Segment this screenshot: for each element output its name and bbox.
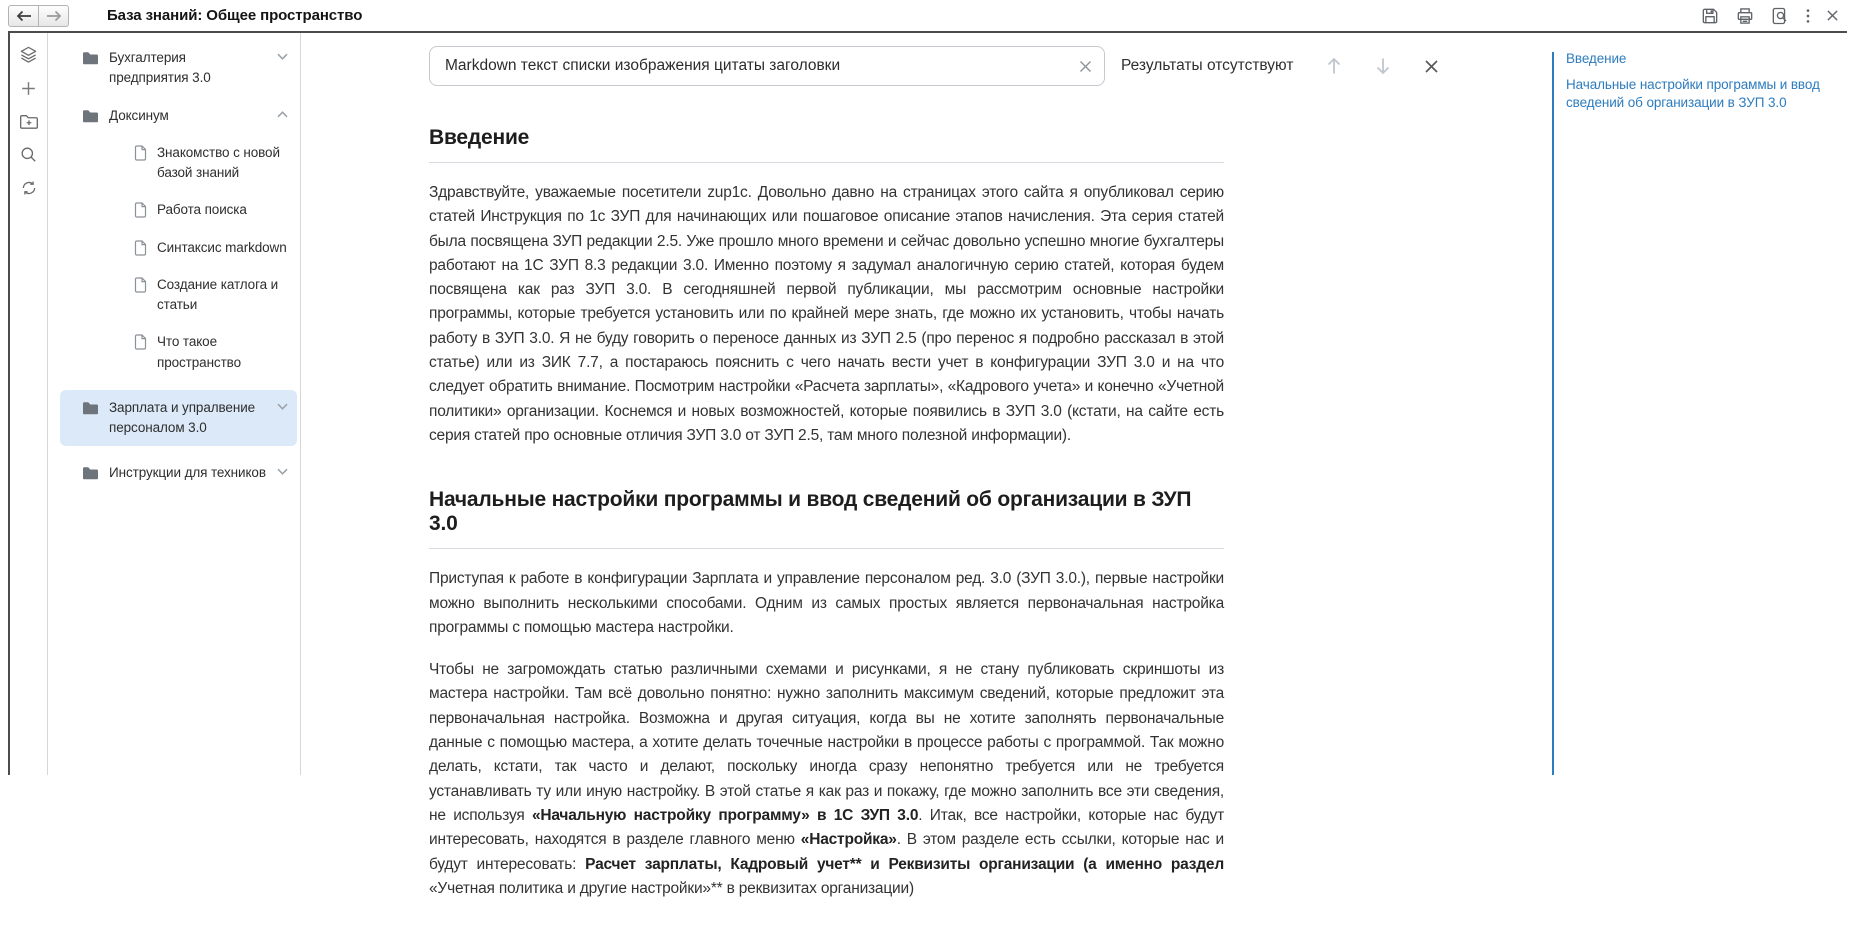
toc-panel [1552,33,1852,121]
close-icon [1424,59,1439,74]
next-result-button[interactable] [1375,57,1391,75]
sidebar-item-label: Синтаксис markdown [157,239,287,255]
sidebar-item-label: Инструкции для техников [109,465,266,481]
chevron-down-icon[interactable] [277,468,288,475]
add-button[interactable] [19,79,38,98]
spaces-button[interactable] [19,45,38,64]
document-icon [134,240,147,256]
main-panel [301,33,1552,941]
preview-button[interactable] [1770,6,1790,26]
toc-list [1566,50,1842,113]
bold-text: «Настройка» [800,831,897,849]
refresh-button[interactable] [20,179,38,197]
toc-divider [1552,52,1554,775]
rail-search-button[interactable] [19,145,38,164]
more-icon [1805,6,1811,26]
body-text: Приступая к работе в конфигурации Зарплата и управление персоналом ред. 3.0 (ЗУП 3.0.), первые настройки можно выполнить несколькими способами. Одним из самых простых является первоначальная настройка программы с помощью мастера настройки. [429,570,1224,636]
content-area [10,33,1853,941]
document-icon [134,334,147,350]
arrow-down-icon [1375,57,1391,75]
article-paragraph [429,658,1224,901]
clear-icon [1079,60,1092,73]
sidebar-folder-item[interactable] [82,48,288,89]
body-text: Здравствуйте, уважаемые посетители zup1c. Довольно давно на страницах этого сайта я опубликовал серию статей Инструкция по 1с ЗУП для начинающих или пошаговое описание этапов начисления. Эта серия статей была посвящена ЗУП редакции 2.5. Уже прошло много времени и сейчас довольно успешно многие бухгалтеры работают на 1С ЗУП 8.3 редакции 3.0. Именно поэтому я задумал аналогичную серию статей, которая будем посвящена как раз ЗУП 3.0. В сегодняшней первой публикации, мы рассмотрим основные настройки программы, которые требуется установить или по крайней мере знать, где можно их установить, чтобы начать работу в ЗУП 3.0. Я не буду говорить о переносе данных из ЗУП 2.5 (про перенос я подробно рассказал в этой статье) или из ЗИК 7.7, а постараюсь пояснить с чего начать вести учет в конфигурации ЗУП 3.0 и на что следует обратить внимание. Посмотрим настройки «Расчета зарплаты», «Кадрового учета» и конечно «Учетной политики» организации. Коснемся и новых возможностей, которые появились в ЗУП 3.0 (кстати, на сайте есть серия статей про основные отличия ЗУП 3.0 от ЗУП 2.5, там много полезной информации). [429,184,1224,444]
bold-text: «Начальную настройку программу» в 1С ЗУП 3.0 [531,806,919,824]
titlebar-actions [1700,6,1853,26]
prev-result-button[interactable] [1326,57,1342,75]
toc-link[interactable]: Начальные настройки программы и ввод сведений об организации в ЗУП 3.0 [1566,77,1820,111]
chevron-down-icon[interactable] [277,53,288,60]
body-text: «Учетная политика и другие настройки»** в реквизитах организации) [429,879,914,897]
document-icon [134,277,147,293]
document-icon [134,145,147,161]
toc-link[interactable]: Введение [1566,51,1627,66]
sidebar-item-label: Бухгалтерия предприятия 3.0 [109,50,211,86]
forward-icon [46,10,62,22]
article-paragraph [429,181,1224,448]
left-rail [10,33,48,775]
back-button[interactable] [8,5,39,27]
sidebar-doc-item[interactable] [134,238,288,258]
search-input[interactable] [429,46,1105,86]
sidebar-folder-item[interactable] [82,106,288,126]
folder-icon [82,466,99,480]
preview-icon [1770,6,1790,26]
chevron-up-icon[interactable] [277,111,288,118]
sidebar-folder-item[interactable] [60,390,297,447]
folder-icon [82,109,99,123]
search-box [429,46,1105,86]
back-icon [16,10,32,22]
save-button[interactable] [1700,6,1720,26]
sidebar-doc-item[interactable] [134,200,288,220]
add-icon [19,79,38,98]
sidebar-doc-item[interactable] [134,275,288,316]
history-nav [8,5,69,27]
clear-search-button[interactable] [1079,60,1092,73]
refresh-icon [20,179,38,197]
more-button[interactable] [1805,6,1811,26]
forward-button[interactable] [38,5,69,27]
print-button[interactable] [1735,6,1755,26]
body-text: Чтобы не загромождать статью различными схемами и рисунками, я не стану публиковать скриншоты из мастера настройки. Там всё довольно понятно: нужно заполнить максимум сведений, которые предложит эта первоначальная настройка. Возможна и другая ситуация, когда вы не хотите заполнять первоначальные данные с помощью мастера, а хотите делать точечные настройки в процессе работы с программой. Так можно делать, кстати, так часто и делают, поскольку иногда сразу непонятно требуется или не требуется устанавливать ту или иную настройку. В этой статье я как раз и покажу, где можно заполнить все эти сведения, не используя [429,661,1224,824]
search-icon [19,145,38,164]
new-folder-button[interactable] [19,113,39,130]
sidebar-tree [48,33,301,775]
print-icon [1735,6,1755,26]
sidebar-folder-item[interactable] [82,463,288,483]
find-bar [429,46,1552,86]
window-titlebar [0,0,1853,31]
body-text: . В этом разделе есть ссылки, которые нас и будут интересовать: [429,831,1224,873]
sidebar-item-label: Зарплата и упралвение персоналом 3.0 [109,399,256,435]
body-text: . Итак, все настройки, которые нас будут интересовать, находятся в разделе главного меню [429,806,1224,849]
sidebar-item-label: Знакомство с новой базой знаний [157,144,280,180]
close-search-button[interactable] [1424,59,1439,74]
sidebar-item-label: Доксинум [109,107,169,123]
folder-add-icon [19,113,39,130]
sidebar-item-label: Что такое пространство [157,334,241,370]
layers-icon [19,45,38,64]
close-window-button[interactable] [1826,9,1839,22]
window-title: База знаний: Общее пространство [107,7,363,24]
chevron-down-icon[interactable] [277,403,288,410]
article-heading: Введение [429,126,1224,163]
sidebar-item-label: Создание катлога и статьи [157,276,279,312]
folder-icon [82,401,99,415]
arrow-up-icon [1326,57,1342,75]
folder-icon [82,51,99,65]
search-status: Результаты отсутствуют [1121,57,1294,74]
bold-text: Расчет зарплаты, Кадровый учет** и Реквизиты организации (а именно раздел [585,855,1224,873]
sidebar-doc-item[interactable] [134,332,288,373]
document-icon [134,202,147,218]
sidebar-item-label: Работа поиска [157,202,247,218]
sidebar-doc-item[interactable] [134,143,288,184]
save-icon [1700,6,1720,26]
article [429,126,1552,901]
article-paragraph [429,567,1224,640]
article-heading: Начальные настройки программы и ввод сведений об организации в ЗУП 3.0 [429,488,1224,549]
close-icon [1826,9,1839,22]
